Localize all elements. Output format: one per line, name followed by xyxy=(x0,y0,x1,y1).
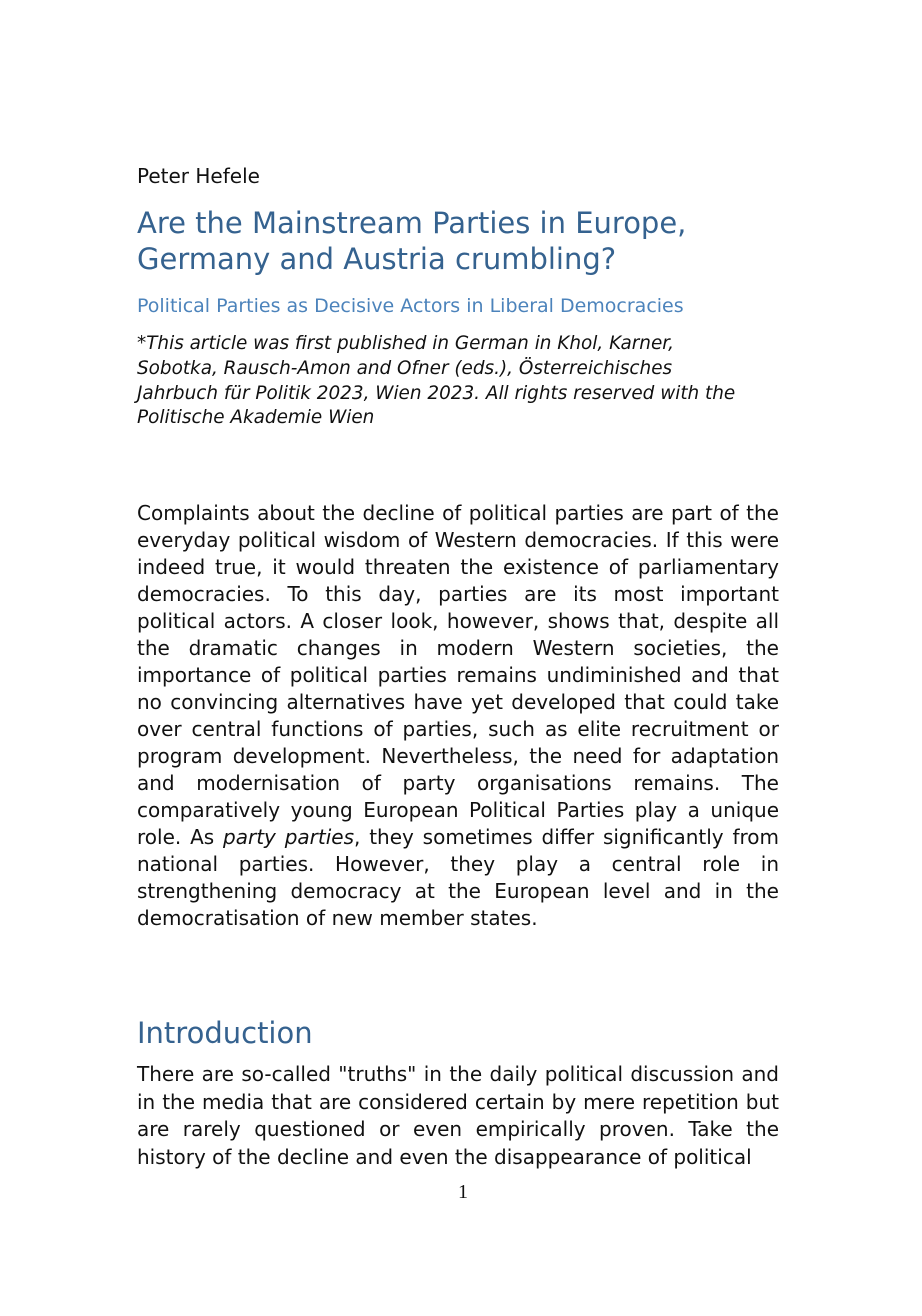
introduction-paragraph: There are so-called "truths" in the daily political discussion and in the media that are considered certain by mere repetition but are rarely questioned or even empirically proven. Take the history of the decline and even the disappearance of political xyxy=(137,1062,779,1169)
article-title: Are the Mainstream Parties in Europe, Germany and Austria crumbling? xyxy=(137,206,687,276)
author-name: Peter Hefele xyxy=(137,164,260,188)
page-number: 1 xyxy=(458,1181,468,1203)
article-subtitle: Political Parties as Decisive Actors in Liberal Democracies xyxy=(137,295,684,317)
abstract-text-part-1: Complaints about the decline of political parties are part of the everyday political wisdom of Western democracies. If this were indeed true, it would threaten the existence of parliamentary democracies. To this day, parties are its most important political actors. A closer look, however, shows that, despite all the dramatic changes in modern Western societies, the importance of political parties remains undiminished and that no convincing alternatives have yet developed that could take over central functions of parties, such as elite recruitment or program development. Nevertheless, the need for adaptation and modernisation of party organisations remains. The comparatively young European Political Parties play a unique role. As xyxy=(137,501,779,849)
abstract-text-part-2: , they sometimes differ significantly from national parties. However, they play a central role in strengthening democracy at the European level and in the democratisation of new member states. xyxy=(137,825,779,930)
abstract-paragraph xyxy=(137,500,779,932)
section-heading-introduction: Introduction xyxy=(137,1016,313,1050)
publication-note: *This article was first published in German in Khol, Karner, Sobotka, Rausch-Amon and Ofner (eds.), Österreichisches Jahrbuch für Politik 2023, Wien 2023. All rights reserved with the Politische Akademie Wien xyxy=(137,333,736,429)
abstract-emphasis: party parties xyxy=(223,825,354,849)
